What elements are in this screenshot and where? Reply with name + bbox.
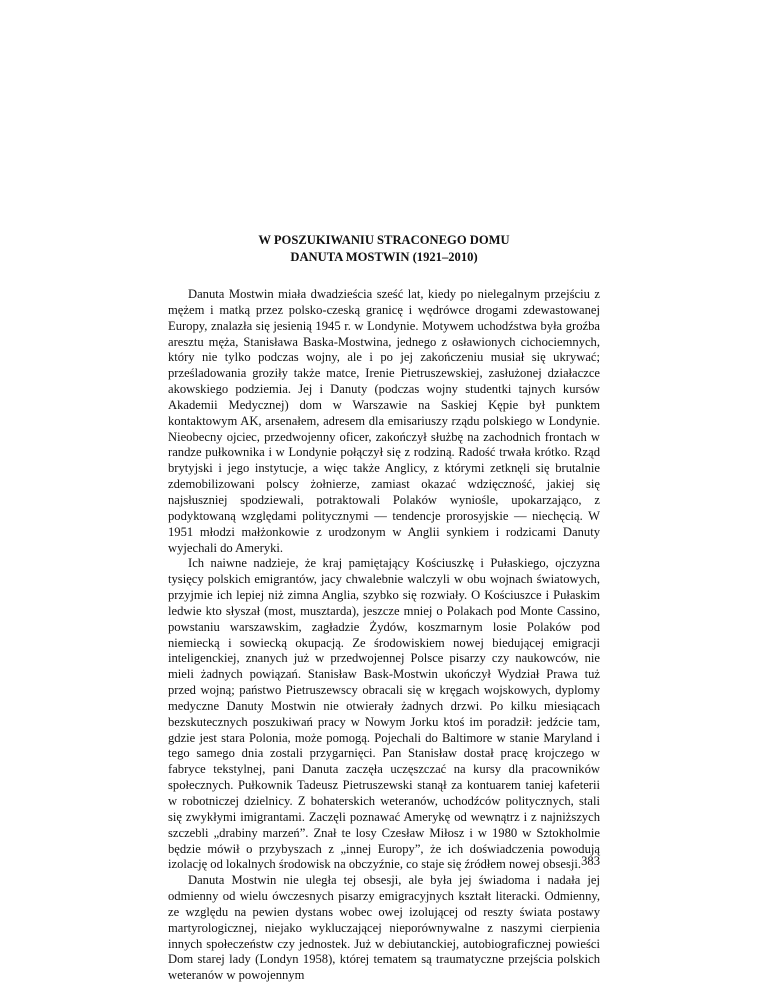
article-body <box>168 287 600 984</box>
title-block <box>168 232 600 266</box>
paragraph-3: Danuta Mostwin nie uległa tej obsesji, ale była jej świadoma i nadała jej odmienny od wielu ówczesnych pisarzy emigracyjnych kształt literacki. Odmienny, ze względu na pewien dystans wobec owej izolującej od reszty świata postawy martyrologicznej, niejako wykluczającej nieporównywalne z naszymi cierpienia innych społeczeństw czy jednostek. Już w debiutanckiej, autobiograficznej powieści Dom starej lady (Londyn 1958), której tematem są traumatyczne przejścia polskich weteranów w powojennym <box>168 873 600 983</box>
article-title: W POSZUKIWANIU STRACONEGO DOMU <box>258 233 510 247</box>
article-subtitle: DANUTA MOSTWIN (1921–2010) <box>290 250 478 264</box>
paragraph-1: Danuta Mostwin miała dwadzieścia sześć lat, kiedy po nielegalnym przejściu z mężem i matką przez polsko-czeską granicę i wędrówce drogami zdewastowanej Europy, znalazła się jesienią 1945 r. w Londynie. Motywem uchodźstwa była groźba aresztu męża, Stanisława Baska-Mostwina, jednego z osławionych cichociemnych, który nie tylko podczas wojny, ale i po jej zakończeniu musiał się ukrywać; prześladowania groziły także matce, Irenie Pietruszewskiej, zasłużonej działaczce akowskiego podziemia. Jej i Danuty (podczas wojny studentki tajnych kursów Akademii Medycznej) dom w Warszawie na Saskiej Kępie był punktem kontaktowym AK, arsenałem, adresem dla emisariuszy rządu polskiego w Londynie. Nieobecny ojciec, przedwojenny oficer, zakończył służbę na zachodnich frontach w randze pułkownika i w Londynie połączył się z rodziną. Radość trwała krótko. Rząd brytyjski i jego instytucje, a więc także Anglicy, z którymi zetknęli się brutalnie zdemobilizowani polscy żołnierze, zamiast okazać wdzięczność, jakiej się najsłuszniej spodziewali, potraktowali Polaków wyniośle, upokarzająco, z podyktowaną względami politycznymi — tendencje prorosyjskie — niechęcią. W 1951 młodzi małżonkowie z urodzonym w Anglii synkiem i rodzicami Danuty wyjechali do Ameryki. <box>168 287 600 555</box>
paragraph-2: Ich naiwne nadzieje, że kraj pamiętający Kościuszkę i Pułaskiego, ojczyzna tysięcy polskich emigrantów, jacy chwalebnie walczyli w obu wojnach światowych, przyjmie ich lepiej niż zimna Anglia, szybko się rozwiały. O Kościuszce i Pułaskim ledwie kto słyszał (most, musztarda), jeszcze mniej o Polakach pod Monte Cassino, powstaniu warszawskim, zagładzie Żydów, koszmarnym losie Polaków pod niemiecką i sowiecką okupacją. Ze środowiskiem nowej biedującej emigracji inteligenckiej, znanych już w przedwojennej Polsce pisarzy czy naukowców, nie mieli żadnych powiązań. Stanisław Bask-Mostwin ukończył Wydział Prawa tuż przed wojną; państwo Pietruszewscy obracali się w kręgach wojskowych, dyplomy medyczne Danuty Mostwin nie otwierały żadnych drzwi. Po kilku miesiącach bezskutecznych poszukiwań pracy w Nowym Jorku ktoś im poradził: jedźcie tam, gdzie jest stara Polonia, może pomogą. Pojechali do Baltimore w stanie Maryland i tego samego dnia zostali przygarnięci. Pan Stanisław dostał pracę krojczego w fabryce tekstylnej, pani Danuta zaczęła uczęszczać na kursy dla pracowników społecznych. Pułkownik Tadeusz Pietruszewski stanął za kontuarem taniej kafeterii w robotniczej dzielnicy. Z bohaterskich weteranów, uchodźców politycznych, stali się zwykłymi imigrantami. Zaczęli poznawać Amerykę od wewnątrz i z najniższych szczebli „drabiny marzeń”. Znał te losy Czesław Miłosz i w 1980 w Sztokholmie będzie mówił o przybyszach z „innej Europy”, że ich doświadczenia powodują izolację od lokalnych środowisk na obczyźnie, co staje się źródłem nowej obsesji. <box>168 556 600 872</box>
page-number: 383 <box>581 854 600 868</box>
